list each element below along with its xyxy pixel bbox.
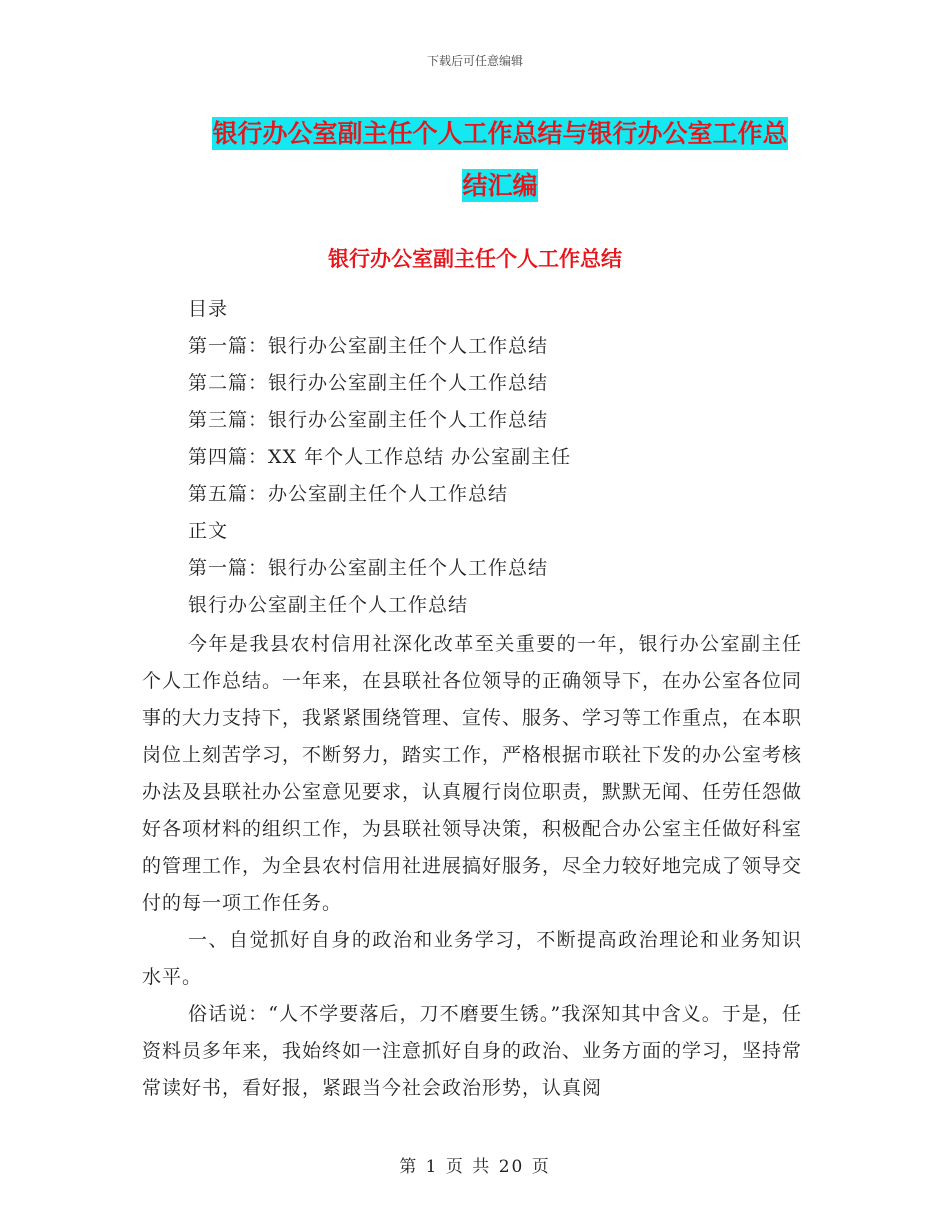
body-heading: 正文 [188,520,229,542]
toc-item: 第一篇：银行办公室副主任个人工作总结 [188,335,549,357]
main-title [190,108,810,212]
paragraph: 俗话说：“人不学要落后，刀不磨要生锈。”我深知其中含义。于是，任资料员多年来，我始终如一注意抓好自身的政治、业务方面的学习，坚持常常读好书，看好报，紧跟当今社会政治形势，认真阅 [142,1003,803,1099]
paragraph: 今年是我县农村信用社深化改革至关重要的一年，银行办公室副主任个人工作总结。一年来，在县联社各位领导的正确领导下，在办公室各位同事的大力支持下，我紧紧围绕管理、宣传、服务、学习等工作重点，在本职岗位上刻苦学习，不断努力，踏实工作，严格根据市联社下发的办公室考核办法及县联社办公室意见要求，认真履行岗位职责，默默无闻、任劳任怨做好各项材料的组织工作，为县联社领导决策，积极配合办公室主任做好科室的管理工作，为全县农村信用社进展搞好服务，尽全力较好地完成了领导交付的每一项工作任务。 [142,633,803,914]
toc-heading: 目录 [188,298,229,320]
main-title-line-2: 结汇编 [462,171,538,200]
toc-item: 第四篇：XX 年个人工作总结 办公室副主任 [188,446,572,468]
chapter-subtitle: 银行办公室副主任个人工作总结 [188,594,469,616]
table-of-contents [188,291,828,624]
section-title: 银行办公室副主任个人工作总结 [328,247,622,271]
toc-item: 第三篇：银行办公室副主任个人工作总结 [188,409,549,431]
paragraph: 一、自觉抓好自身的政治和业务学习，不断提高政治理论和业务知识水平。 [142,929,802,988]
main-title-line-1: 银行办公室副主任个人工作总结与银行办公室工作总 [212,119,788,148]
body-text [142,626,802,1107]
header-note: 下载后可任意编辑 [426,54,523,68]
toc-item: 第五篇：办公室副主任个人工作总结 [188,483,509,505]
toc-item: 第二篇：银行办公室副主任个人工作总结 [188,372,549,394]
chapter-heading: 第一篇：银行办公室副主任个人工作总结 [188,557,549,579]
page-number: 第 1 页 共 20 页 [399,1157,551,1177]
